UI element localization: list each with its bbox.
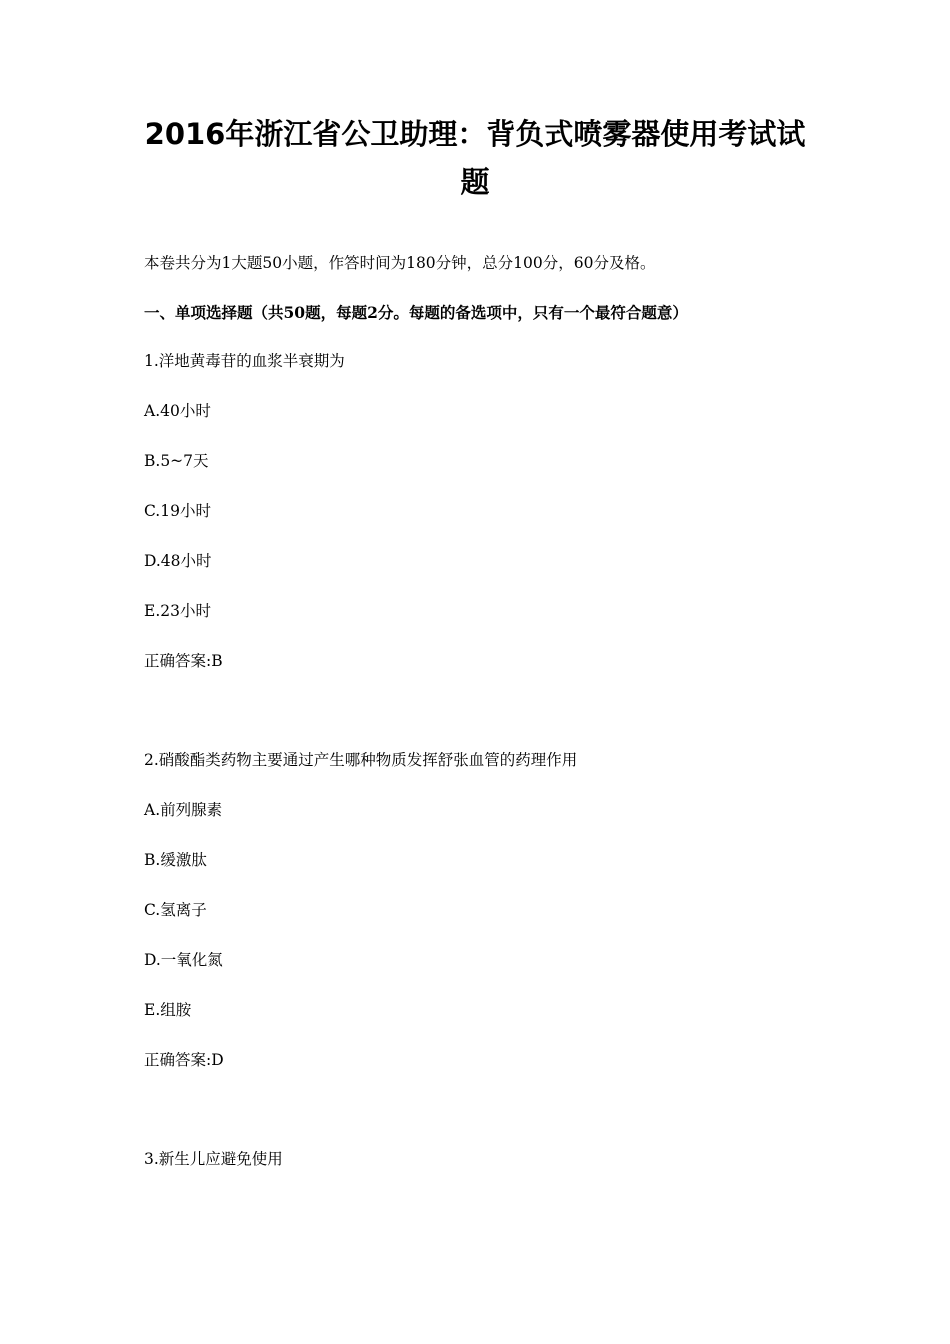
question-1-option-c: C.19小时 bbox=[144, 502, 211, 520]
question-2-stem: 2.硝酸酯类药物主要通过产生哪种物质发挥舒张血管的药理作用 bbox=[144, 751, 578, 769]
question-2-option-d: D.一氧化氮 bbox=[144, 951, 223, 969]
question-2-option-e: E.组胺 bbox=[144, 1001, 192, 1019]
section-heading: 一、单项选择题（共50题，每题2分。每题的备选项中，只有一个最符合题意） bbox=[144, 303, 688, 322]
document-title-line-1: 2016年浙江省公卫助理：背负式喷雾器使用考试试 bbox=[144, 117, 806, 151]
question-1-option-a: A.40小时 bbox=[144, 402, 211, 420]
question-1-stem: 1.洋地黄毒苷的血浆半衰期为 bbox=[144, 352, 345, 370]
question-2-answer: 正确答案:D bbox=[144, 1051, 224, 1069]
exam-intro: 本卷共分为1大题50小题，作答时间为180分钟，总分100分，60分及格。 bbox=[144, 254, 656, 272]
question-2-option-b: B.缓激肽 bbox=[144, 851, 207, 869]
question-1-answer: 正确答案:B bbox=[144, 652, 223, 670]
question-2-option-a: A.前列腺素 bbox=[144, 801, 223, 819]
document-title-line-2: 题 bbox=[460, 165, 490, 199]
question-1-option-b: B.5~7天 bbox=[144, 452, 209, 470]
question-1-option-e: E.23小时 bbox=[144, 602, 211, 620]
question-1-option-d: D.48小时 bbox=[144, 552, 212, 570]
question-2-option-c: C.氢离子 bbox=[144, 901, 207, 919]
question-3-stem: 3.新生儿应避免使用 bbox=[144, 1150, 283, 1168]
